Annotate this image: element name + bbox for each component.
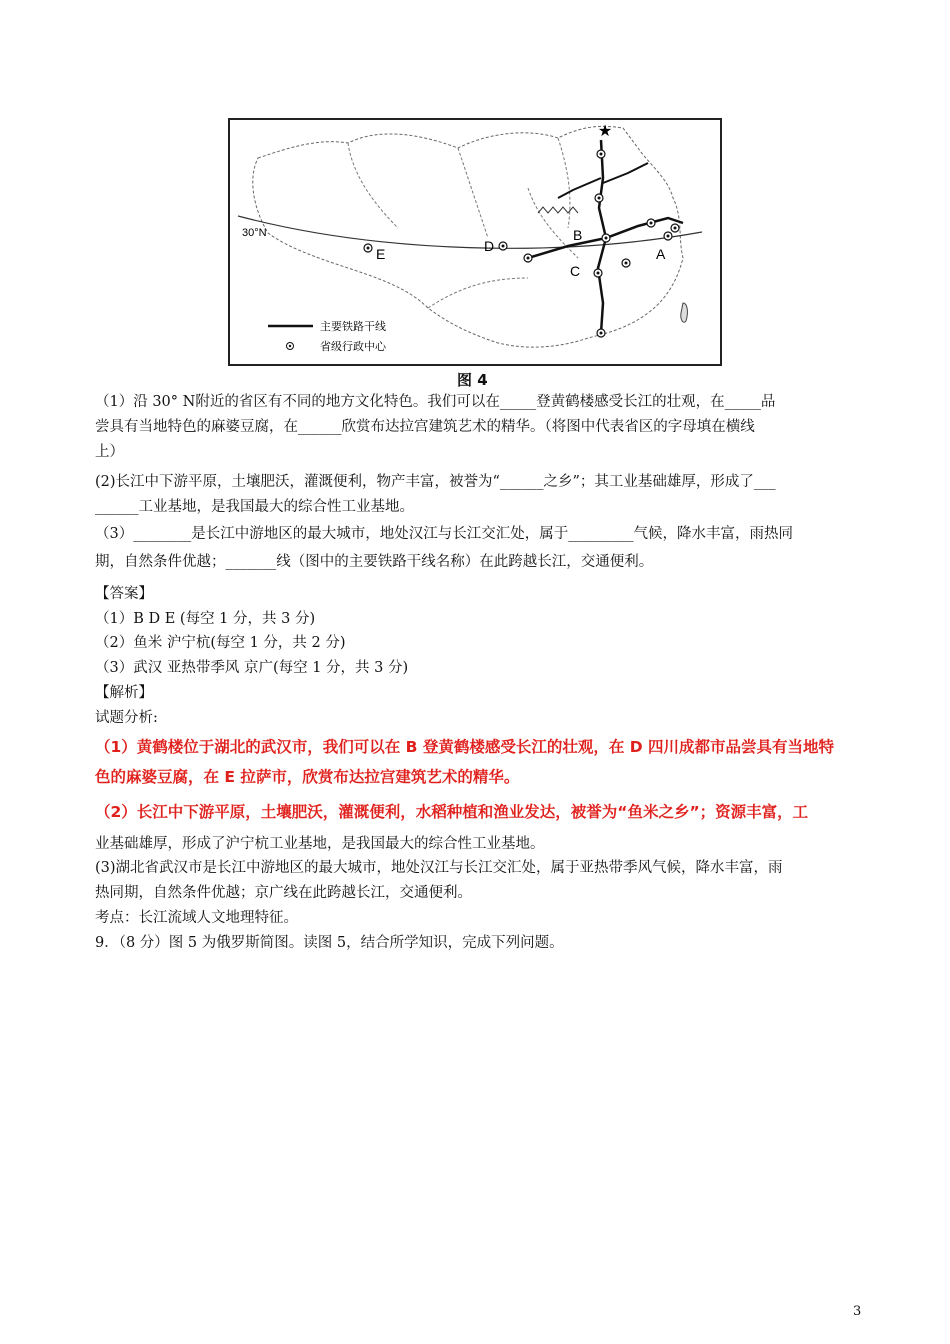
lat-label: 30°N: [242, 227, 267, 239]
analysis-1-line-1: （1）黄鹤楼位于湖北的武汉市，我们可以在 B 登黄鹤楼感受长江的壮观，在 D 四川成都市品尝具有当地特: [95, 738, 835, 756]
analysis-2-line-2: 业基础雄厚，形成了沪宁杭工业基地，是我国最大的综合性工业基地。: [95, 836, 545, 852]
answer-2: （2）鱼米 沪宁杭(每空 1 分，共 2 分): [95, 635, 346, 651]
next-question: 9．（8 分）图 5 为俄罗斯简图。读图 5，结合所学知识，完成下列问题。: [95, 935, 564, 951]
region-e-label: E: [376, 246, 386, 262]
answer-1: （1）B D E (每空 1 分，共 3 分): [95, 611, 316, 627]
answer-heading: 【答案】: [95, 586, 153, 602]
region-b-label: B: [573, 227, 583, 243]
region-d-label: D: [484, 238, 495, 254]
region-c-label: C: [570, 263, 581, 279]
question-2-line-2: ______工业基地，是我国最大的综合性工业基地。: [95, 499, 414, 515]
page-number: 3: [853, 1304, 862, 1319]
analysis-intro: 试题分析:: [95, 710, 158, 726]
region-a-label: A: [656, 246, 666, 262]
question-2-line-1: (2)长江中下游平原，土壤肥沃，灌溉便利，物产丰富，被誉为“______之乡”；其工业基础雄厚，形成了___: [95, 474, 776, 490]
legend-capital: 省级行政中心: [320, 341, 386, 353]
question-3-line-2: 期，自然条件优越；_______线（图中的主要铁路干线名称）在此跨越长江，交通便利。: [95, 554, 654, 570]
analysis-3-line-2: 热同期，自然条件优越；京广线在此跨越长江，交通便利。: [95, 885, 472, 901]
china-map-figure: [228, 118, 722, 366]
question-1-line-1: （1）沿 30° N附近的省区有不同的地方文化特色。我们可以在_____登黄鹤楼感受长江的壮观，在_____品: [95, 394, 776, 410]
kaodian: 考点：长江流域人文地理特征。: [95, 910, 298, 926]
analysis-1-line-2: 色的麻婆豆腐，在 E 拉萨市，欣赏布达拉宫建筑艺术的精华。: [95, 768, 520, 786]
analysis-2-line-1: （2）长江中下游平原，土壤肥沃，灌溉便利，水稻种植和渔业发达，被誉为“鱼米之乡”；资源丰富，工: [95, 803, 809, 821]
answer-3: （3）武汉 亚热带季风 京广(每空 1 分，共 3 分): [95, 660, 409, 676]
question-1-line-3: 上）: [95, 444, 124, 460]
figure-caption: 图 4: [457, 371, 488, 389]
star-icon: ★: [597, 121, 613, 140]
legend-railway: 主要铁路干线: [320, 321, 386, 333]
question-3-line-1: （3）________是长江中游地区的最大城市，地处汉江与长江交汇处，属于_________气候，降水丰富，雨热同: [95, 526, 793, 542]
question-1-line-2: 尝具有当地特色的麻婆豆腐，在______欣赏布达拉宫建筑艺术的精华。（将图中代表省区的字母填在横线: [95, 419, 755, 435]
analysis-heading: 【解析】: [95, 685, 153, 701]
analysis-3-line-1: (3)湖北省武汉市是长江中游地区的最大城市，地处汉江与长江交汇处，属于亚热带季风气候，降水丰富，雨: [95, 860, 783, 876]
